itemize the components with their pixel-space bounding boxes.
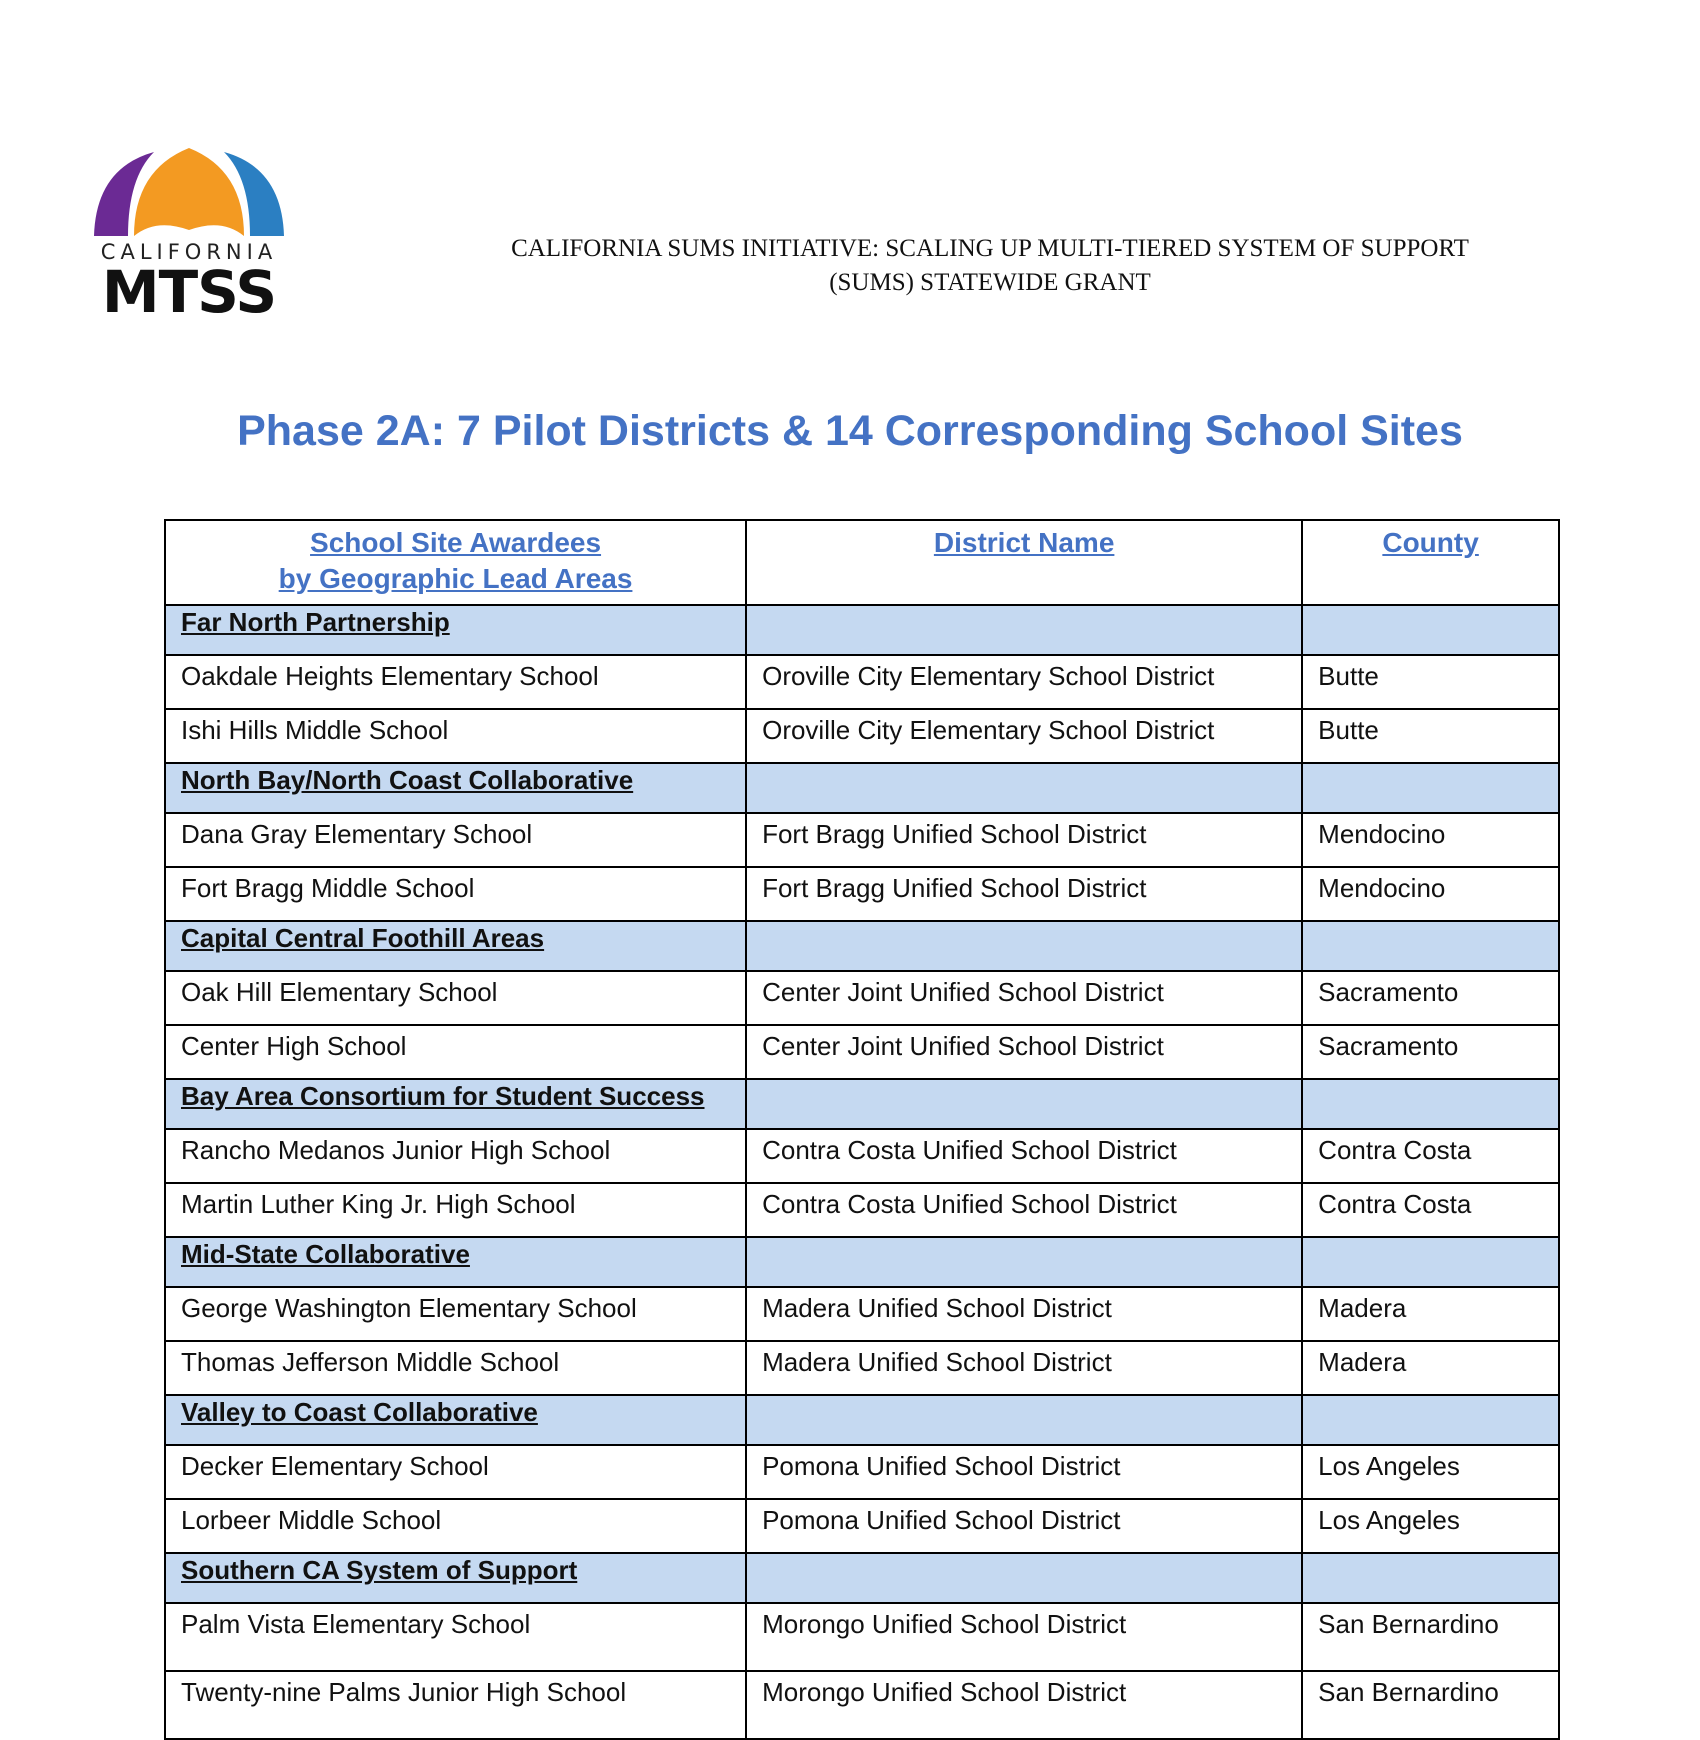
- district-name-cell: Pomona Unified School District: [746, 1499, 1302, 1553]
- region-empty-cell: [746, 1237, 1302, 1287]
- region-empty-cell: [746, 605, 1302, 655]
- region-empty-cell: [746, 1553, 1302, 1603]
- district-name-cell: Center Joint Unified School District: [746, 971, 1302, 1025]
- district-name-cell: Contra Costa Unified School District: [746, 1183, 1302, 1237]
- county-cell: Madera: [1302, 1341, 1559, 1395]
- district-name-cell: Madera Unified School District: [746, 1287, 1302, 1341]
- region-row: [165, 763, 1559, 813]
- region-row: [165, 1553, 1559, 1603]
- school-header-line1: School Site Awardees: [310, 527, 602, 558]
- umbrella-orange-segment: [134, 148, 244, 236]
- school-name-cell: Decker Elementary School: [165, 1445, 746, 1499]
- district-name-cell: Morongo Unified School District: [746, 1671, 1302, 1739]
- county-cell: Mendocino: [1302, 813, 1559, 867]
- umbrella-icon: [94, 148, 284, 238]
- region-empty-cell: [746, 1395, 1302, 1445]
- region-row: [165, 1079, 1559, 1129]
- page-title: Phase 2A: 7 Pilot Districts & 14 Corresponding School Sites: [237, 407, 1463, 455]
- county-cell: Sacramento: [1302, 971, 1559, 1025]
- school-name-cell: Palm Vista Elementary School: [165, 1603, 746, 1671]
- school-name-cell: Oakdale Heights Elementary School: [165, 655, 746, 709]
- region-empty-cell: [746, 763, 1302, 813]
- county-cell: Butte: [1302, 655, 1559, 709]
- county-cell: Butte: [1302, 709, 1559, 763]
- grant-title: [420, 232, 1560, 300]
- region-name: Bay Area Consortium for Student Success: [165, 1079, 746, 1129]
- district-name-cell: Center Joint Unified School District: [746, 1025, 1302, 1079]
- region-empty-cell: [746, 1079, 1302, 1129]
- logo-main-text: MTSS: [101, 258, 277, 326]
- table-row: [165, 1183, 1559, 1237]
- school-column-header: [165, 520, 746, 605]
- awardees-table: [164, 519, 1560, 1740]
- table-row: [165, 867, 1559, 921]
- table-row: [165, 1671, 1559, 1739]
- district-name-cell: Oroville City Elementary School District: [746, 655, 1302, 709]
- region-empty-cell: [1302, 763, 1559, 813]
- district-name-cell: Fort Bragg Unified School District: [746, 867, 1302, 921]
- region-empty-cell: [1302, 1237, 1559, 1287]
- table-row: [165, 1287, 1559, 1341]
- district-name-cell: Contra Costa Unified School District: [746, 1129, 1302, 1183]
- district-name-cell: Oroville City Elementary School District: [746, 709, 1302, 763]
- table-row: [165, 1129, 1559, 1183]
- school-name-cell: Oak Hill Elementary School: [165, 971, 746, 1025]
- region-row: [165, 921, 1559, 971]
- region-empty-cell: [1302, 1079, 1559, 1129]
- school-name-cell: Rancho Medanos Junior High School: [165, 1129, 746, 1183]
- region-name: Mid-State Collaborative: [165, 1237, 746, 1287]
- table-row: [165, 655, 1559, 709]
- region-name: Valley to Coast Collaborative: [165, 1395, 746, 1445]
- school-name-cell: Center High School: [165, 1025, 746, 1079]
- county-column-header: County: [1302, 520, 1559, 605]
- table-row: [165, 813, 1559, 867]
- table-header-row: [165, 520, 1559, 605]
- district-name-cell: Madera Unified School District: [746, 1341, 1302, 1395]
- school-name-cell: George Washington Elementary School: [165, 1287, 746, 1341]
- region-empty-cell: [1302, 1553, 1559, 1603]
- region-empty-cell: [1302, 605, 1559, 655]
- county-cell: Los Angeles: [1302, 1445, 1559, 1499]
- logo-top-text: CALIFORNIA: [100, 240, 278, 264]
- table-row: [165, 1445, 1559, 1499]
- school-name-cell: Dana Gray Elementary School: [165, 813, 746, 867]
- school-name-cell: Lorbeer Middle School: [165, 1499, 746, 1553]
- county-cell: Mendocino: [1302, 867, 1559, 921]
- county-cell: Madera: [1302, 1287, 1559, 1341]
- region-empty-cell: [1302, 1395, 1559, 1445]
- county-cell: Contra Costa: [1302, 1183, 1559, 1237]
- region-name: Far North Partnership: [165, 605, 746, 655]
- district-name-cell: Fort Bragg Unified School District: [746, 813, 1302, 867]
- table-row: [165, 971, 1559, 1025]
- grant-title-line1: CALIFORNIA SUMS INITIATIVE: SCALING UP MULTI-TIERED SYSTEM OF SUPPORT: [511, 235, 1469, 262]
- school-name-cell: Fort Bragg Middle School: [165, 867, 746, 921]
- table-row: [165, 1025, 1559, 1079]
- school-name-cell: Ishi Hills Middle School: [165, 709, 746, 763]
- california-mtss-logo: [94, 148, 284, 326]
- region-row: [165, 1237, 1559, 1287]
- region-name: Capital Central Foothill Areas: [165, 921, 746, 971]
- table-row: [165, 1603, 1559, 1671]
- region-empty-cell: [746, 921, 1302, 971]
- school-header-line2: by Geographic Lead Areas: [278, 563, 633, 594]
- school-name-cell: Thomas Jefferson Middle School: [165, 1341, 746, 1395]
- region-empty-cell: [1302, 921, 1559, 971]
- county-cell: San Bernardino: [1302, 1671, 1559, 1739]
- table-row: [165, 1499, 1559, 1553]
- district-name-cell: Pomona Unified School District: [746, 1445, 1302, 1499]
- school-name-cell: Twenty-nine Palms Junior High School: [165, 1671, 746, 1739]
- table-row: [165, 709, 1559, 763]
- region-row: [165, 1395, 1559, 1445]
- county-cell: Contra Costa: [1302, 1129, 1559, 1183]
- grant-title-line2: (SUMS) STATEWIDE GRANT: [829, 269, 1151, 296]
- table-row: [165, 1341, 1559, 1395]
- district-column-header: District Name: [746, 520, 1302, 605]
- county-cell: Los Angeles: [1302, 1499, 1559, 1553]
- table-body: [165, 605, 1559, 1739]
- district-name-cell: Morongo Unified School District: [746, 1603, 1302, 1671]
- region-row: [165, 605, 1559, 655]
- county-cell: San Bernardino: [1302, 1603, 1559, 1671]
- region-name: North Bay/North Coast Collaborative: [165, 763, 746, 813]
- county-cell: Sacramento: [1302, 1025, 1559, 1079]
- school-name-cell: Martin Luther King Jr. High School: [165, 1183, 746, 1237]
- region-name: Southern CA System of Support: [165, 1553, 746, 1603]
